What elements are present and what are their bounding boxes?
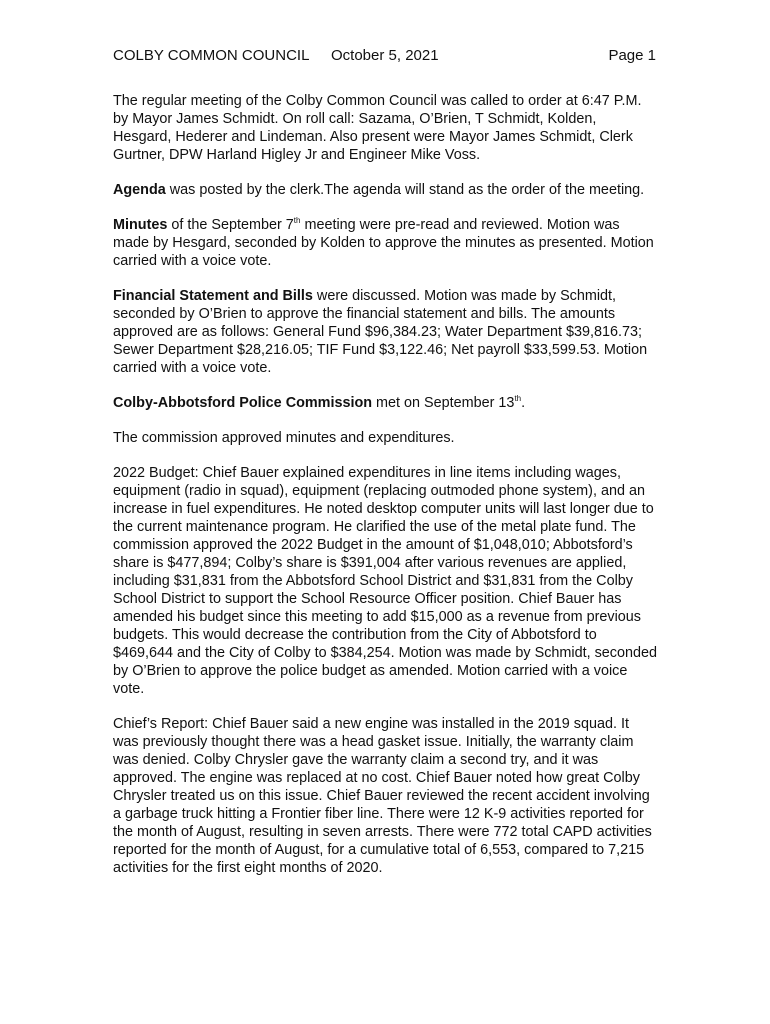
minutes-heading: Minutes (113, 217, 168, 233)
header-date: October 5, 2021 (331, 47, 439, 64)
police-commission-text-before: met on September 13 (372, 395, 515, 411)
paragraph-agenda (113, 181, 658, 199)
financial-text: were discussed. Motion was made by Schmidt, seconded by O’Brien to approve the financial statement and bills. The amounts approved are as follows: General Fund $96,384.23; Water Department $39,816.73; Sewer Department $28,216.05; TIF Fund $3,122.46; Net payroll $33,599.53. Motion carried with a voice vote. (113, 288, 648, 376)
police-commission-heading: Colby-Abbotsford Police Commission (113, 395, 373, 411)
header-organization: COLBY COMMON COUNCIL (113, 47, 310, 64)
agenda-text: was posted by the clerk.The agenda will stand as the order of the meeting. (165, 182, 645, 198)
paragraph-financial (113, 287, 658, 377)
paragraph-minutes (113, 216, 658, 270)
page-header (113, 44, 658, 68)
document-body (113, 92, 658, 877)
paragraph-call-to-order: The regular meeting of the Colby Common Council was called to order at 6:47 P.M. by Mayor James Schmidt. On roll call: Sazama, O’Brien, T Schmidt, Kolden, Hesgard, Hederer and Lindeman. Also present were Mayor James Schmidt, Clerk Gurtner, DPW Harland Higley Jr and Engineer Mike Voss. (113, 93, 642, 163)
paragraph-2022-budget: 2022 Budget: Chief Bauer explained expenditures in line items including wages, equipment (radio in squad), equipment (replacing outmoded phone system), and an increase in fuel expenditures. He noted desktop computer units will last longer due to the current maintenance program. He clarified the use of the metal plate fund. The commission approved the 2022 Budget in the amount of $1,048,010; Abbotsford’s share is $477,894; Colby’s share is $391,004 after various revenues are applied, including $31,831 from the Abbotsford School District and $31,831 from the Colby School District to support the School Resource Officer position. Chief Bauer has amended his budget since this meeting to add $15,000 as a revenue from previous budgets. This would decrease the contribution from the City of Abbotsford to $469,644 and the City of Colby to $384,254. Motion was made by Schmidt, seconded by O’Brien to approve the police budget as amended. Motion carried with a voice vote. (113, 465, 657, 697)
financial-heading: Financial Statement and Bills (113, 288, 313, 304)
police-commission-ordinal-suffix: th (514, 394, 522, 404)
paragraph-chiefs-report: Chief’s Report: Chief Bauer said a new engine was installed in the 2019 squad. It was previously thought there was a head gasket issue. Initially, the warranty claim was denied. Colby Chrysler gave the warranty claim a second try, and it was approved. The engine was replaced at no cost. Chief Bauer noted how great Colby Chrysler treated us on this issue. Chief Bauer reviewed the recent accident involving a garbage truck hitting a Frontier fiber line. There were 12 K-9 activities reported for the month of August, resulting in seven arrests. There were 772 total CAPD activities reported for the month of August, for a cumulative total of 6,553, compared to 7,215 activities for the first eight months of 2020. (113, 716, 652, 876)
paragraph-commission-approved: The commission approved minutes and expenditures. (113, 430, 455, 446)
header-page-number: Page 1 (608, 47, 656, 64)
minutes-ordinal-suffix: th (293, 216, 301, 226)
police-commission-text-after: . (521, 395, 526, 411)
document-page (113, 44, 658, 894)
agenda-heading: Agenda (113, 182, 166, 198)
minutes-text-before: of the September 7 (167, 217, 294, 233)
paragraph-police-commission (113, 394, 658, 412)
minutes-text-after: meeting were pre-read and reviewed. Motion was made by Hesgard, seconded by Kolden to approve the minutes as presented. Motion carried with a voice vote. (113, 217, 654, 269)
